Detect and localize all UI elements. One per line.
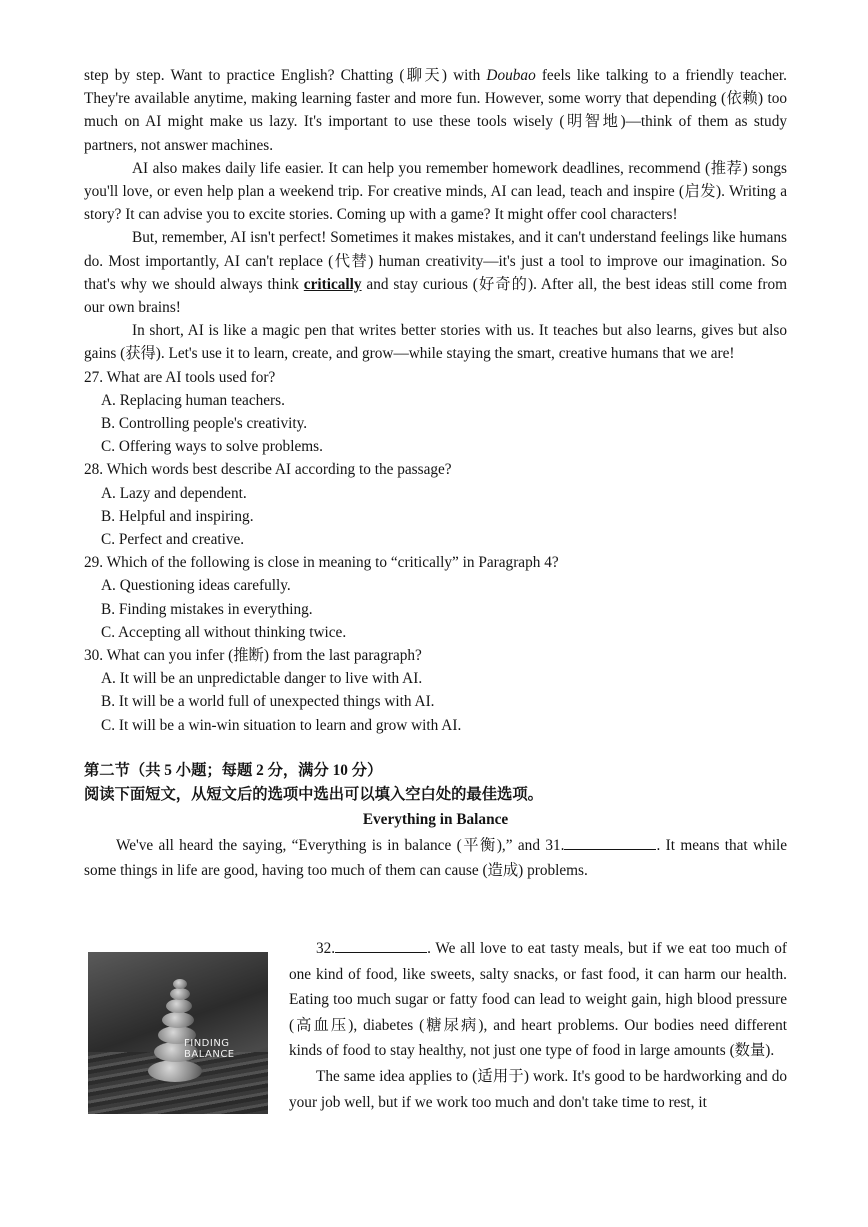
passage-paragraph-1 [84, 64, 787, 157]
passage2-paragraph-3: The same idea applies to (适用于) work. It's good to be hardworking and do your job well, but if we work too much and don't take time to rest, it [289, 1067, 787, 1111]
paragraph-text: and stay curious (好奇的). After all, the best ideas still come from our own brains! [84, 275, 788, 317]
option-c[interactable]: C. It will be a win-win situation to learn and grow with AI. [101, 716, 462, 734]
paragraph-text: . It means that while some things in life are good, having too much of them can cause (造成) problems. [84, 836, 788, 879]
stone-icon [166, 999, 192, 1013]
question-stem: 28. Which words best describe AI according to the passage? [84, 461, 452, 479]
option-c[interactable]: C. Offering ways to solve problems. [101, 438, 323, 456]
stone-icon [148, 1060, 202, 1082]
passage2-paragraph-1 [84, 833, 787, 883]
paragraph-text: feels like talking to a friendly teacher. They're available anytime, making learning faster and more fun. However, some worry that depending (依赖) too much on AI might make us lazy. It's important to use these tools wisely (明智地)—think of them as study partners, not answer machines. [84, 67, 787, 154]
blank-32[interactable] [335, 938, 427, 953]
paragraph-text: 32. [316, 940, 336, 957]
question-stem: 30. What can you infer (推断) from the last paragraph? [84, 647, 422, 665]
option-a[interactable]: A. It will be an unpredictable danger to live with AI. [101, 670, 423, 688]
passage-paragraph-2: AI also makes daily life easier. It can help you remember homework deadlines, recommend (推荐) songs you'll love, or even help plan a weekend trip. For creative minds, AI can lead, teach and inspire (启发). Writing a story? It can advise you to excite stories. Coming up with a game? It might offer cool characters! [84, 159, 787, 224]
exam-page [84, 64, 787, 883]
option-b[interactable]: B. It will be a world full of unexpected things with AI. [101, 693, 435, 711]
option-b[interactable]: B. Controlling people's creativity. [101, 415, 308, 433]
question-29 [84, 551, 787, 644]
paragraph-text: But, remember, AI isn't perfect! Sometimes it makes mistakes, and it can't understand feelings like humans do. Most importantly, AI can't replace (代替) human creativity—it's just a tool to improve our imagination. So that's why we should always think [84, 229, 787, 293]
option-c[interactable]: C. Perfect and creative. [101, 531, 245, 549]
question-30 [84, 644, 787, 737]
finding-balance-image [88, 952, 268, 1114]
paragraph-text: step by step. Want to practice English? Chatting (聊天) with [84, 67, 487, 84]
question-28 [84, 458, 787, 551]
stone-icon [162, 1012, 194, 1028]
option-a[interactable]: A. Lazy and dependent. [101, 484, 247, 502]
stone-icon [170, 988, 190, 1000]
section-instruction: 阅读下面短文，从短文后的选项中选出可以填入空白处的最佳选项。 [84, 785, 543, 803]
passage-paragraph-3 [84, 226, 787, 319]
question-stem: 29. Which of the following is close in meaning to “critically” in Paragraph 4? [84, 554, 559, 572]
question-stem: 27. What are AI tools used for? [84, 368, 276, 386]
app-name: Doubao [486, 67, 536, 84]
passage2-paragraph-2 [289, 936, 787, 1064]
option-a[interactable]: A. Replacing human teachers. [101, 391, 285, 409]
paragraph-text: . We all love to eat tasty meals, but if we eat too much of one kind of food, like sweets, salty snacks, or fast food, it can harm our health. Eating too much sugar or fatty food can lead to weight gain, high blood pressure (高血压), diabetes (糖尿病), and heart problems. Our bodies need different kinds of food to stay healthy, not just one type of food in large amounts (数量). [289, 940, 787, 1060]
option-c[interactable]: C. Accepting all without thinking twice. [101, 623, 347, 641]
option-a[interactable]: A. Questioning ideas carefully. [101, 577, 291, 595]
paragraph-text: We've all heard the saying, “Everything is in balance (平衡),” and 31. [116, 836, 565, 854]
wrapped-text-column [289, 936, 787, 1115]
section-heading [84, 759, 787, 807]
underlined-word: critically [303, 275, 362, 293]
option-b[interactable]: B. Helpful and inspiring. [101, 507, 254, 525]
image-caption: FINDING BALANCE [184, 1038, 235, 1060]
question-27 [84, 366, 787, 459]
passage-paragraph-4: In short, AI is like a magic pen that writes better stories with us. It teaches but also learns, gives but also gains (获得). Let's use it to learn, create, and grow—while staying the smart, creative humans that we are! [84, 322, 787, 363]
blank-31[interactable] [564, 835, 656, 850]
section-heading-text: 第二节（共 5 小题；每题 2 分，满分 10 分） [84, 761, 383, 779]
option-b[interactable]: B. Finding mistakes in everything. [101, 600, 313, 618]
stone-icon [173, 979, 187, 989]
passage-title: Everything in Balance [362, 810, 509, 828]
